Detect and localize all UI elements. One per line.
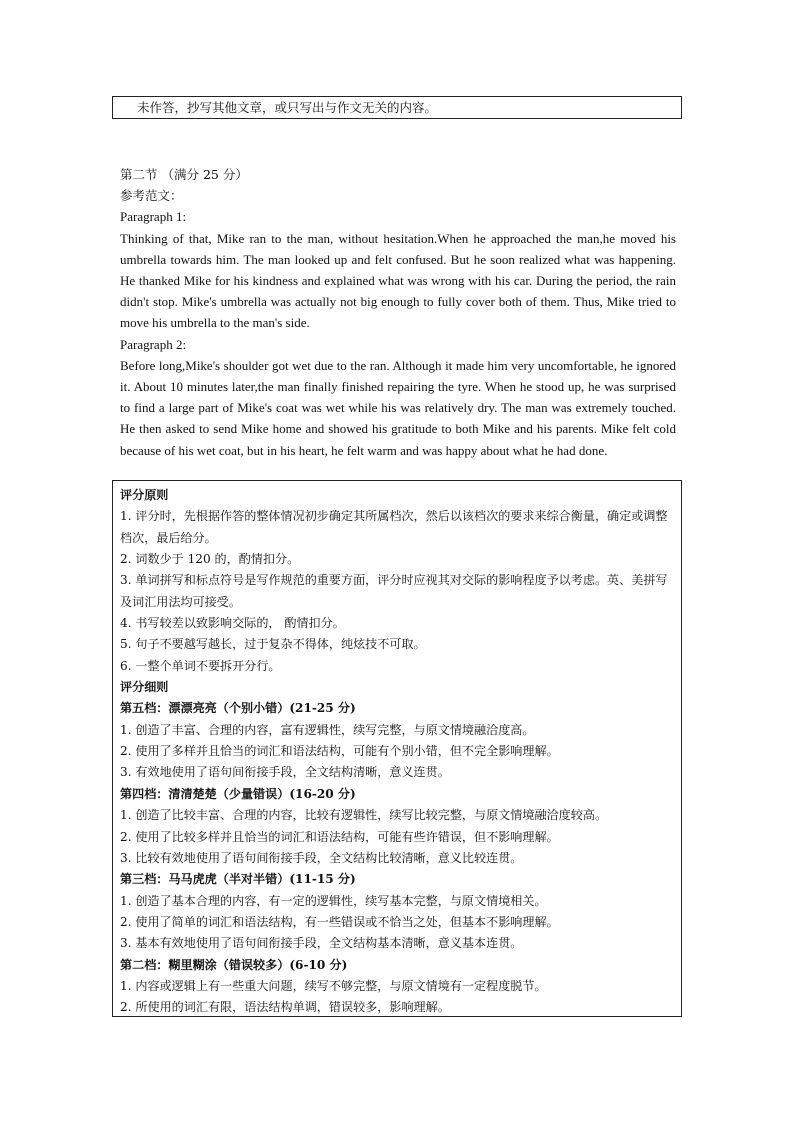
sample-label: 参考范文： (120, 188, 183, 204)
level-item: 1. 创造了丰富、合理的内容，富有逻辑性，续写完整，与原文情境融洽度高。 (120, 722, 535, 737)
level-item: 3. 基本有效地使用了语句间衔接手段，全文结构基本清晰，意义基本连贯。 (120, 936, 523, 951)
level-item: 1. 创造了比较丰富、合理的内容，比较有逻辑性，续写比较完整，与原文情境融洽度较高。 (120, 808, 608, 823)
level-item: 2. 所使用的词汇有限，语法结构单调，错误较多，影响理解。 (120, 1000, 450, 1015)
principle-item: 5. 句子不要越写越长，过于复杂不得体，纯炫技不可取。 (120, 637, 426, 652)
paragraph-1-label: Paragraph 1: (120, 209, 187, 225)
level-item: 1. 内容或逻辑上有一些重大问题，续写不够完整，与原文情境有一定程度脱节。 (120, 978, 547, 993)
level-item: 2. 使用了比较多样并且恰当的词汇和语法结构，可能有些许错误，但不影响理解。 (120, 829, 559, 844)
paragraph-1-text: Thinking of that, Mike ran to the man, without hesitation.When he approached the man,he moved his umbrella towards him. The man looked up and felt confused. But he soon realized what was happening. He thanked Mike for his kindness and explained what was wrong with his car. During the period, the rain didn't stop. Mike's umbrella was actually not big enough to fully cover both of them. Thus, Mike tried to move his umbrella to the man's side. (120, 230, 676, 331)
level-item: 2. 使用了简单的词汇和语法结构，有一些错误或不恰当之处，但基本不影响理解。 (120, 914, 559, 929)
level-item: 3. 有效地使用了语句间衔接手段，全文结构清晰，意义连贯。 (120, 765, 450, 780)
section-heading: 第二节 （满分 25 分） (120, 167, 248, 182)
level-item: 3. 比较有效地使用了语句间衔接手段，全文结构比较清晰，意义比较连贯。 (120, 850, 523, 865)
top-note-text: 未作答，抄写其他文章，或只写出与作文无关的内容。 (137, 100, 438, 115)
section-two (120, 164, 676, 461)
top-note-box (112, 96, 682, 119)
details-title: 评分细则 (120, 680, 169, 695)
scoring-rubric-box (112, 480, 682, 1017)
principle-item: 2. 词数少于 120 的，酌情扣分。 (120, 552, 300, 567)
paragraph-2-text: Before long,Mike's shoulder got wet due to the ran. Although it made him very uncomfortable, he ignored it. About 10 minutes later,the man finally finished repairing the tyre. When he stood up, he was surprised to find a large part of Mike's coat was wet while his was relatively dry. The man was extremely touched. He then asked to send Mike home and showed his gratitude to both Mike and his parents. Mike felt cold because of his wet coat, but in his heart, he felt warm and was happy about what he had done. (120, 357, 676, 458)
level-3-title: 第三档：马马虎虎（半对半错）(11-15 分) (120, 872, 356, 887)
principle-item: 4. 书写较差以致影响交际的， 酌情扣分。 (120, 616, 345, 631)
paragraph-2-label: Paragraph 2: (120, 336, 187, 352)
principle-item: 1. 评分时，先根据作答的整体情况初步确定其所属档次，然后以该档次的要求来综合衡量，确定或调整档次，最后给分。 (120, 509, 668, 545)
principles-title: 评分原则 (120, 488, 169, 502)
level-item: 2. 使用了多样并且恰当的词汇和语法结构，可能有个别小错，但不完全影响理解。 (120, 744, 559, 759)
principle-item: 3. 单词拼写和标点符号是写作规范的重要方面，评分时应视其对交际的影响程度予以考虑。英、美拼写及词汇用法均可接受。 (120, 573, 668, 609)
level-item: 1. 创造了基本合理的内容，有一定的逻辑性，续写基本完整，与原文情境相关。 (120, 893, 547, 908)
level-5-title: 第五档：漂漂亮亮（个别小错）(21-25 分) (120, 701, 356, 716)
level-4-title: 第四档：清清楚楚（少量错误）(16-20 分) (120, 786, 356, 801)
principle-item: 6. 一整个单词不要拆开分行。 (120, 658, 281, 673)
level-2-title: 第二档：糊里糊涂（错误较多）(6-10 分) (120, 957, 348, 972)
